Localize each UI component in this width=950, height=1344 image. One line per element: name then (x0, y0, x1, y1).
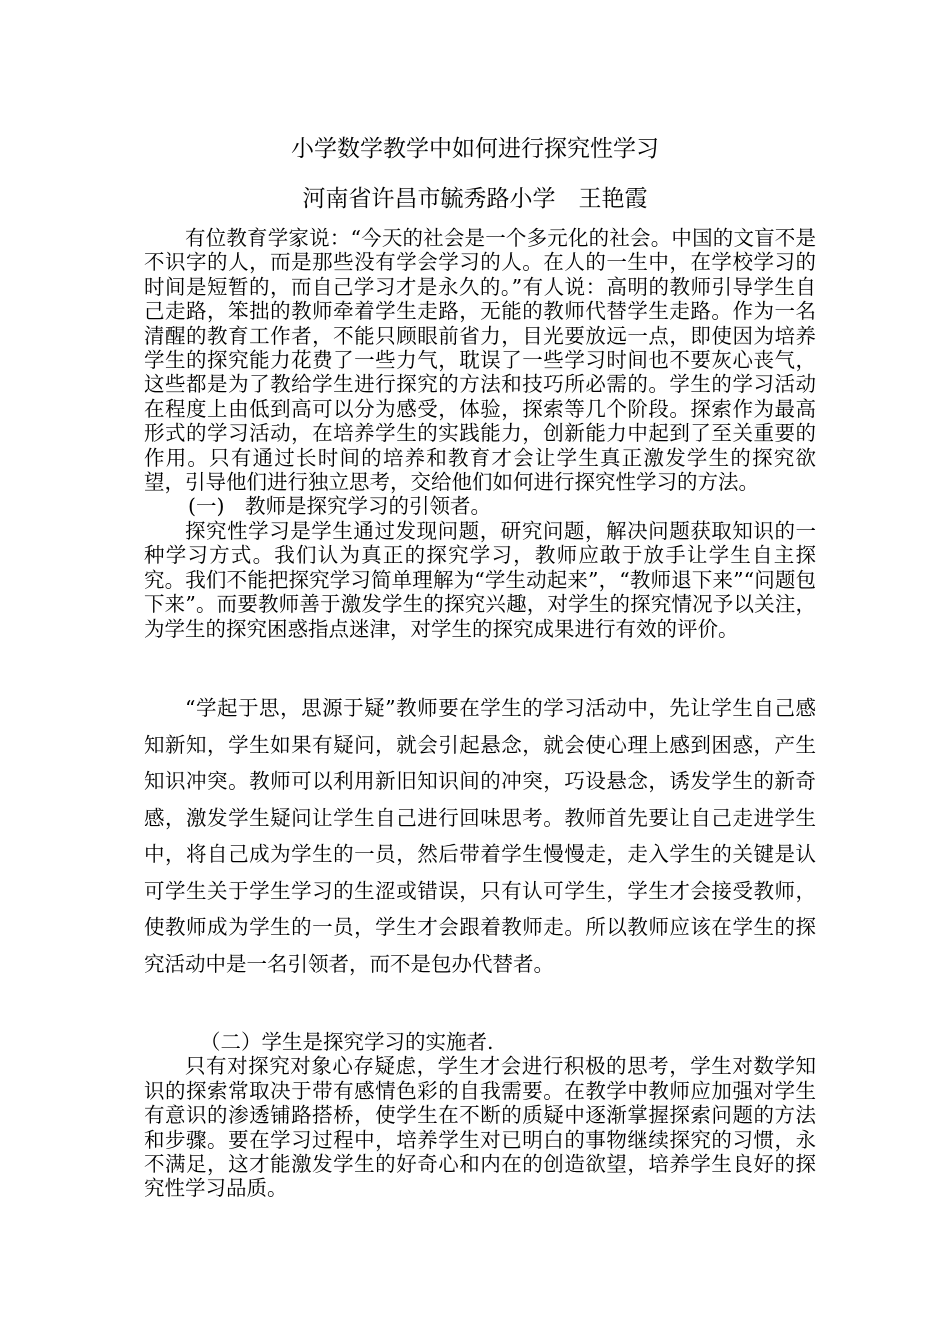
paragraph-section1: 探究性学习是学生通过发现问题，研究问题，解决问题获取知识的一种学习方式。我们认为真正的探究学习，教师应敢于放手让学生自主探究。我们不能把探究学习简单理解为“学生动起来”，“教师退下来”“问题包下来”。而要教师善于激发学生的探究兴趣，对学生的探究情况予以关注，为学生的探究困惑指点迷津，对学生的探究成果进行有效的评价。 (144, 518, 816, 641)
paragraph-section2: 只有对探究对象心存疑虑，学生才会进行积极的思考，学生对数学知识的探索常取决于带有感情色彩的自我需要。在教学中教师应加强对学生有意识的渗透铺路搭桥，使学生在不断的质疑中逐渐掌握探索问题的方法和步骤。要在学习过程中，培养学生对已明白的事物继续探究的习惯，永不满足，这才能激发学生的好奇心和内在的创造欲望，培养学生良好的探究性学习品质。 (144, 1054, 816, 1201)
document-byline: 河南省许昌市毓秀路小学 王艳霞 (302, 186, 648, 212)
paragraph-quote: “学起于思，思源于疑”教师要在学生的学习活动中，先让学生自己感知新知，学生如果有疑问，就会引起悬念，就会使心理上感到困惑，产生知识冲突。教师可以利用新旧知识间的冲突，巧设悬念，诱发学生的新奇感，激发学生疑问让学生自己进行回味思考。教师首先要让自己走进学生中，将自己成为学生的一员，然后带着学生慢慢走，走入学生的关键是认可学生关于学生学习的生涩或错误，只有认可学生，学生才会接受教师，使教师成为学生的一员，学生才会跟着教师走。所以教师应该在学生的探究活动中是一名引领者，而不是包办代替者。 (144, 696, 816, 976)
paragraph-intro: 有位教育学家说：“今天的社会是一个多元化的社会。中国的文盲不是不识字的人，而是那些没有学会学习的人。在人的一生中，在学校学习的时间是短暂的，而自己学习才是永久的。”有人说：高明的教师引导学生自己走路，笨拙的教师牵着学生走路，无能的教师代替学生走路。作为一名清醒的教育工作者，不能只顾眼前省力，目光要放远一点，即使因为培养学生的探究能力花费了一些力气，耽误了一些学习时间也不要灰心丧气，这些都是为了教给学生进行探究的方法和技巧所必需的。学生的学习活动在程度上由低到高可以分为感受，体验，探索等几个阶段。探索作为最高形式的学习活动，在培养学生的实践能力，创新能力中起到了至关重要的作用。只有通过长时间的培养和教育才会让学生真正激发学生的探究欲望，引导他们进行独立思考，交给他们如何进行探究性学习的方法。 (144, 226, 816, 495)
document-title: 小学数学教学中如何进行探究性学习 (291, 136, 659, 162)
section-heading-1: (一) 教师是探究学习的引领者。 (188, 494, 491, 519)
section-quote (144, 690, 816, 982)
section-two (144, 1030, 816, 1201)
section-intro (144, 226, 816, 641)
section-heading-2: （二）学生是探究学习的实施者. (200, 1030, 494, 1054)
